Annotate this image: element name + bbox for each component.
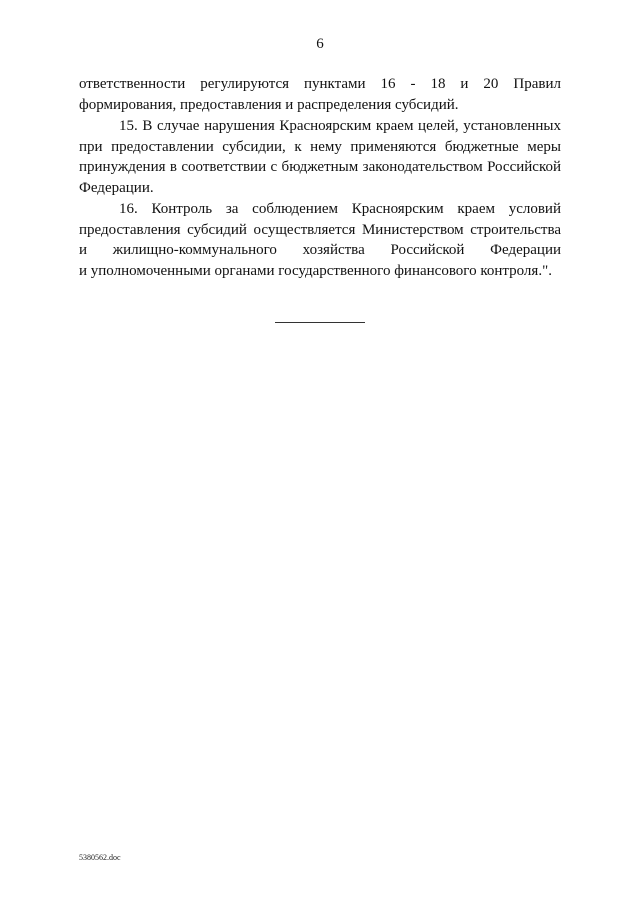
page-number: 6 xyxy=(316,36,324,52)
paragraph-item-15 xyxy=(79,116,561,198)
paragraph-item-16 xyxy=(79,199,561,281)
document-body xyxy=(79,74,561,282)
text-line: Федерации. xyxy=(79,179,154,196)
text-line: при предоставлении субсидии, к нему применяются бюджетные меры xyxy=(79,138,561,155)
text-line: 16. Контроль за соблюдением Красноярским краем условий xyxy=(119,201,561,217)
text-line: ответственности регулируются пунктами 16 - 18 и 20 Правил xyxy=(79,76,561,92)
end-separator-line xyxy=(275,322,365,323)
text-line: предоставления субсидий осуществляется Министерством строительства xyxy=(79,221,561,238)
paragraph-continuation xyxy=(79,74,561,115)
text-line: и уполномоченными органами государственного финансового контроля.". xyxy=(79,262,552,279)
text-line: и жилищно-коммунального хозяйства Российской Федерации xyxy=(79,242,561,258)
text-line: формирования, предоставления и распределения субсидий. xyxy=(79,96,459,113)
text-line: принуждения в соответствии с бюджетным законодательством Российской xyxy=(79,159,561,175)
document-filename: 5380562.doc xyxy=(79,853,121,862)
text-line: 15. В случае нарушения Красноярским краем целей, установленных xyxy=(119,118,561,134)
